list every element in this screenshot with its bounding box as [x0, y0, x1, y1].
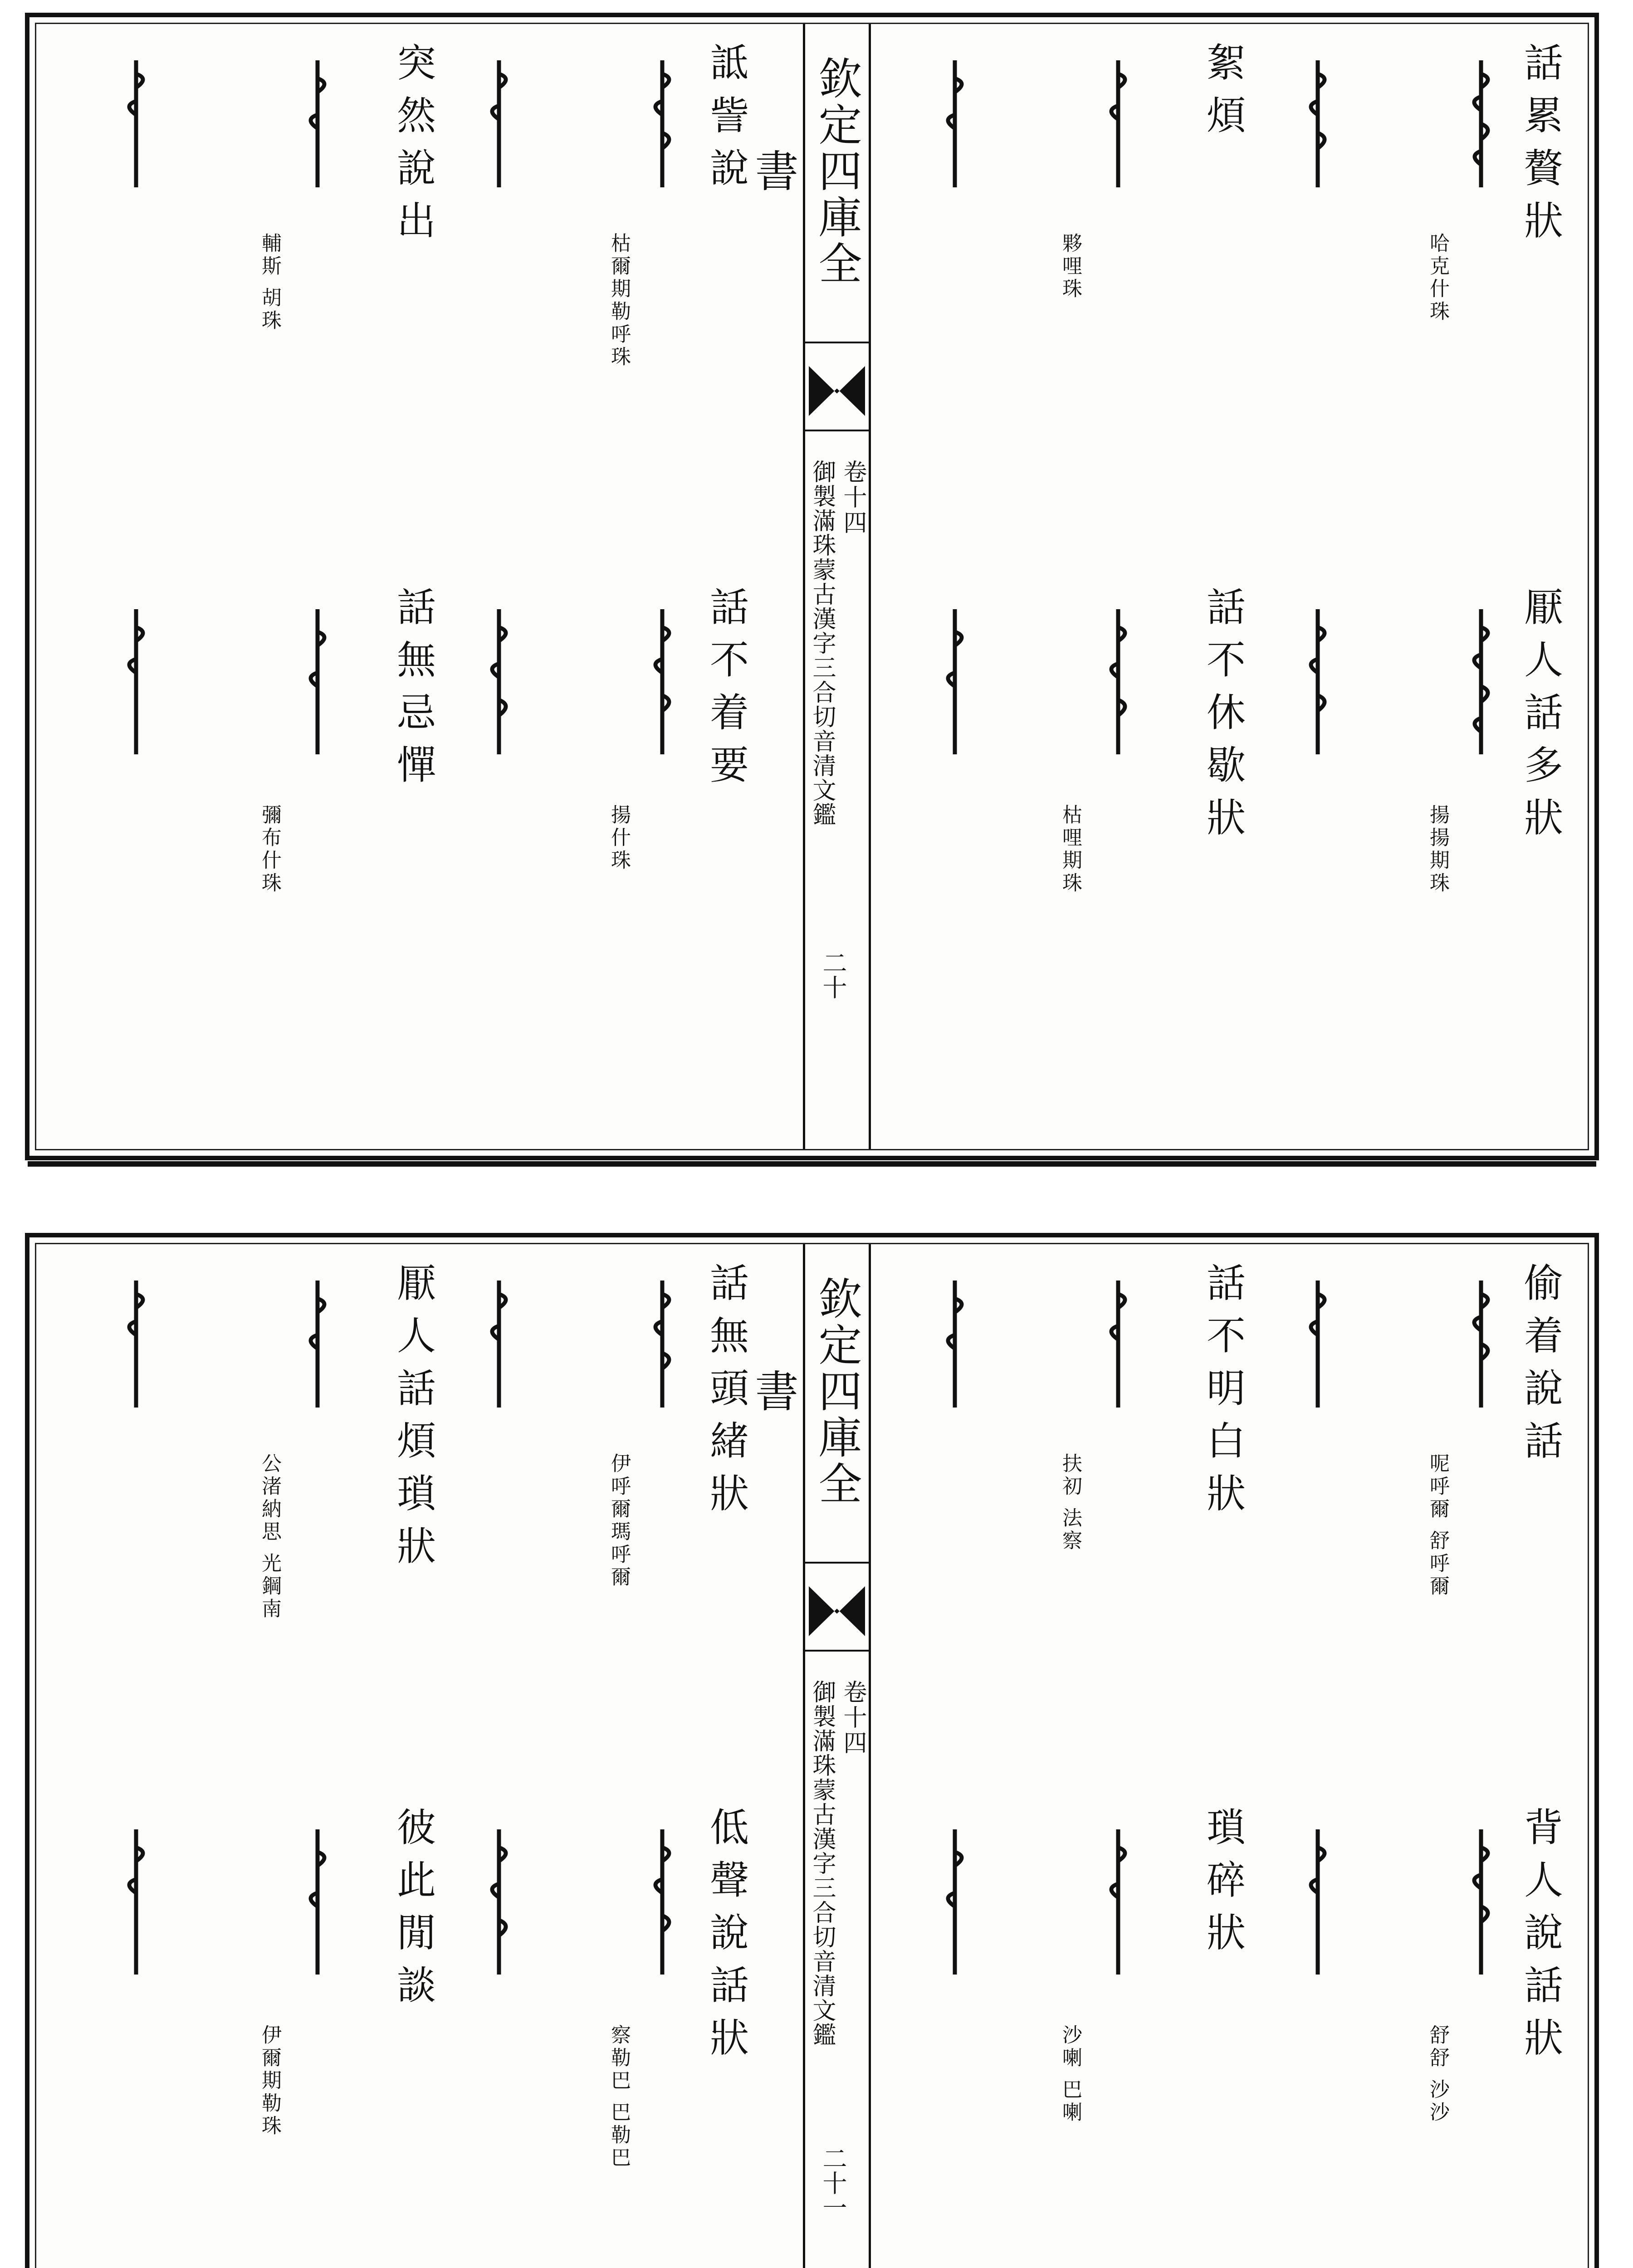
manchu-script-glyph [109, 60, 163, 187]
pronunciation-note: 伊呼爾瑪呼爾 [607, 1453, 631, 1589]
pronunciation-note: 彌布什珠 [258, 804, 281, 895]
manchu-script-glyph [290, 1829, 345, 1975]
entry-headword: 話無忌憚 [390, 587, 435, 797]
fishtail-ornament [805, 342, 869, 431]
folio-frame [35, 23, 1589, 1150]
entry-headword: 話累贅狀 [1517, 42, 1563, 253]
entry-headword: 彼此閒談 [390, 1807, 435, 2017]
manchu-script-glyph [635, 1281, 689, 1408]
manchu-script-glyph [472, 1829, 526, 1975]
pronunciation-note: 公渚納思 光鋼南 [258, 1453, 281, 1621]
entry-headword: 話無頭緒狀 [703, 1262, 748, 1525]
entry-headword: 厭人話煩瑣狀 [390, 1262, 435, 1578]
spine-subtitle: 御製滿珠蒙古漢字三合切音清文鑑 [808, 1680, 836, 2047]
pronunciation-note: 揚揚期珠 [1426, 804, 1449, 895]
spine-volume: 卷十四 [839, 459, 866, 536]
spine-title: 欽定四庫全書 [748, 56, 862, 287]
manchu-script-glyph [635, 60, 689, 187]
pronunciation-note: 枯哩期珠 [1059, 804, 1082, 895]
manchu-script-glyph [1091, 1281, 1145, 1408]
spine-volume: 卷十四 [839, 1680, 866, 1756]
right-half [878, 1244, 1599, 2268]
pronunciation-note: 扶初 法察 [1059, 1453, 1082, 1553]
manchu-script-glyph [109, 609, 163, 754]
right-half [878, 24, 1599, 1149]
manchu-script-glyph [928, 609, 982, 754]
manchu-script-glyph [1454, 60, 1508, 187]
entry-headword: 瑣碎狀 [1200, 1807, 1245, 1965]
pronunciation-note: 輔斯 胡珠 [258, 233, 281, 332]
entry-headword: 突然說出 [390, 42, 435, 253]
entry-headword: 低聲說話狀 [703, 1807, 748, 2070]
manchu-script-glyph [472, 609, 526, 754]
folio-page-label: 二十 [819, 950, 847, 999]
manchu-script-glyph [472, 1281, 526, 1408]
manchu-script-glyph [1291, 1281, 1345, 1408]
manchu-script-glyph [1454, 609, 1508, 754]
manchu-script-glyph [109, 1281, 163, 1408]
manchu-script-glyph [1091, 60, 1145, 187]
manchu-script-glyph [290, 609, 345, 754]
manchu-script-glyph [1291, 609, 1345, 754]
manchu-script-glyph [928, 1829, 982, 1975]
left-half [36, 1244, 780, 2268]
pronunciation-note: 枯爾期勒呼珠 [607, 233, 631, 369]
pronunciation-note: 揚什珠 [607, 804, 631, 872]
entry-headword: 話不明白狀 [1200, 1262, 1245, 1525]
manchu-script-glyph [635, 609, 689, 754]
entry-headword: 詆訾說 [703, 42, 748, 200]
entry-headword: 話不休歇狀 [1200, 587, 1245, 850]
pronunciation-note: 察勒巴 巴勒巴 [607, 2024, 631, 2170]
manchu-script-glyph [472, 60, 526, 187]
spine-subtitle: 御製滿珠蒙古漢字三合切音清文鑑 [808, 459, 836, 827]
pronunciation-note: 伊爾期勒珠 [258, 2024, 281, 2138]
entry-headword: 偷着說話 [1517, 1262, 1563, 1473]
top-folio [25, 13, 1599, 1160]
left-half [36, 24, 780, 1149]
manchu-script-glyph [928, 60, 982, 187]
pronunciation-note: 舒舒 沙沙 [1426, 2024, 1449, 2124]
entry-headword: 絮煩 [1200, 42, 1245, 147]
manchu-script-glyph [1091, 1829, 1145, 1975]
manchu-script-glyph [1291, 60, 1345, 187]
manchu-script-glyph [1291, 1829, 1345, 1975]
manchu-script-glyph [635, 1829, 689, 1975]
bottom-folio [25, 1233, 1599, 2268]
pronunciation-note: 沙喇 巴喇 [1059, 2024, 1082, 2124]
spine-column [748, 24, 871, 1149]
entry-headword: 話不着要 [703, 587, 748, 797]
entry-headword: 背人說話狀 [1517, 1807, 1563, 2070]
manchu-script-glyph [1454, 1829, 1508, 1975]
manchu-script-glyph [928, 1281, 982, 1408]
pronunciation-note: 呢呼爾 舒呼爾 [1426, 1453, 1449, 1598]
folio-page-label: 二十一 [819, 2146, 847, 2219]
entry-headword: 厭人話多狀 [1517, 587, 1563, 850]
pronunciation-note: 哈克什珠 [1426, 233, 1449, 323]
spine-column [748, 1244, 871, 2268]
manchu-script-glyph [290, 60, 345, 187]
pronunciation-note: 夥哩珠 [1059, 233, 1082, 301]
folio-frame [35, 1243, 1589, 2268]
manchu-script-glyph [1091, 609, 1145, 754]
fishtail-ornament [805, 1562, 869, 1652]
manchu-script-glyph [109, 1829, 163, 1975]
manchu-script-glyph [1454, 1281, 1508, 1408]
spine-title: 欽定四庫全書 [748, 1276, 862, 1507]
manchu-script-glyph [290, 1281, 345, 1408]
